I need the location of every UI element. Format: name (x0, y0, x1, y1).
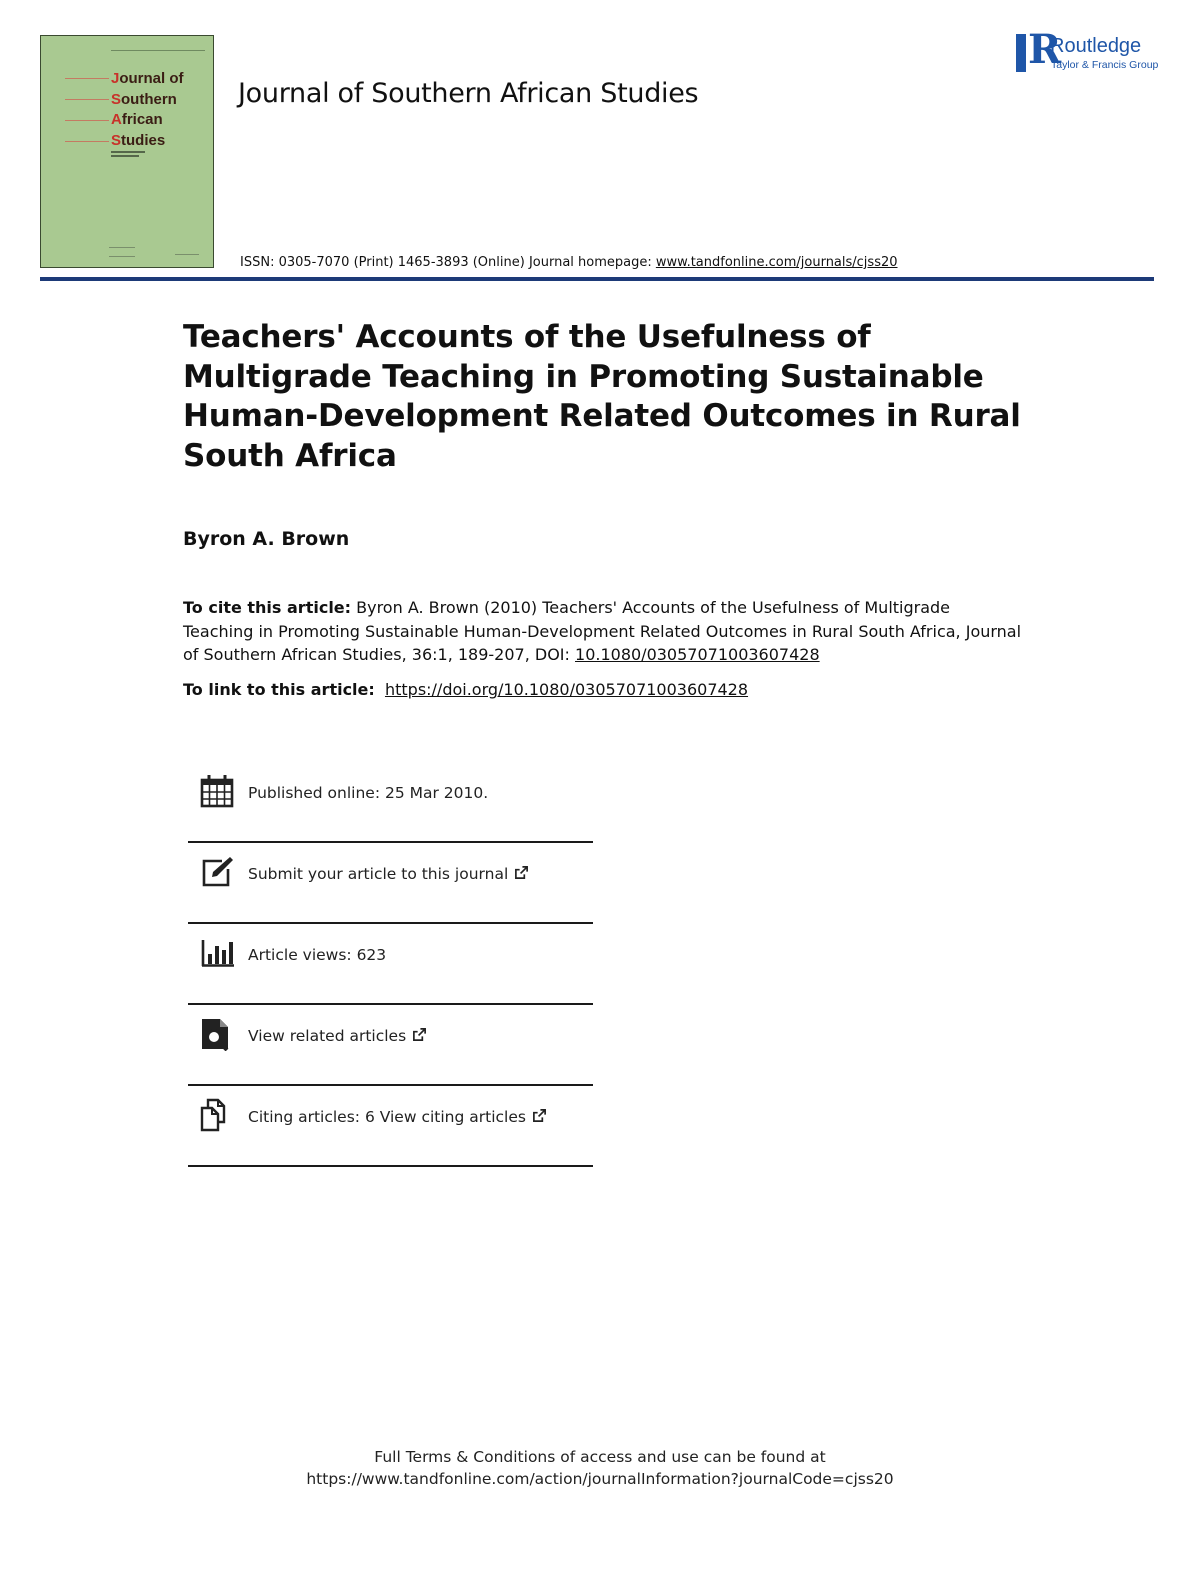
article-title (183, 318, 1043, 476)
cover-editor-line (111, 155, 139, 157)
article-title-line: Teachers' Accounts of the Usefulness of (183, 319, 871, 355)
journal-cover-image (40, 35, 214, 268)
cover-title-line: Studies (111, 131, 166, 149)
terms-footer (0, 1446, 1200, 1490)
article-url-link[interactable]: https://doi.org/10.1080/03057071003607428 (384, 680, 749, 699)
publisher-name: Routledge (1050, 35, 1142, 57)
external-link-icon (412, 1027, 427, 1042)
article-views-row (188, 924, 593, 1005)
citation-block (183, 596, 1023, 667)
issn-line (240, 255, 898, 270)
citing-articles-row[interactable] (188, 1086, 593, 1167)
article-title-line: South Africa (183, 437, 397, 474)
doi-label: DOI: (534, 645, 570, 664)
cover-rule (65, 78, 109, 79)
cover-title-line: Southern (111, 90, 177, 108)
routledge-r-icon: R (1028, 26, 1062, 73)
document-search-icon (200, 1017, 234, 1051)
article-title-line: Multigrade Teaching in Promoting Sustainable (183, 358, 984, 395)
related-articles-link[interactable]: View related articles (248, 1027, 427, 1045)
article-views-text: Article views: 623 (248, 946, 387, 964)
routledge-logo-bar (1016, 34, 1026, 72)
journal-homepage-link[interactable]: www.tandfonline.com/journals/cjss20 (655, 255, 898, 270)
external-link-icon (532, 1108, 547, 1123)
doi-link[interactable]: 10.1080/03057071003607428 (575, 645, 820, 664)
cover-title-line: Journal of (111, 70, 184, 87)
calendar-icon (200, 774, 234, 808)
cover-title (111, 69, 184, 151)
routledge-logo (1016, 26, 1160, 78)
header-rule (40, 277, 1154, 281)
terms-footer-text: Full Terms & Conditions of access and use can be found at (374, 1448, 826, 1466)
edit-icon (200, 855, 234, 889)
publisher-group: Taylor & Francis Group (1051, 59, 1159, 71)
citing-articles-link[interactable]: Citing articles: 6 View citing articles (248, 1108, 547, 1126)
citation-label: To cite this article: (183, 598, 352, 617)
cover-rule (65, 120, 109, 121)
cover-rule (65, 141, 109, 142)
article-link-line (183, 680, 748, 699)
citation-text: Byron A. Brown (2010) Teachers' Accounts of the Usefulness of Multigrade Teaching in Promoting Sustainable Human-Development Related Outcomes in Rural South Africa, Journal of Southern African Studies, 36:1, 189-207, (183, 598, 1022, 664)
cover-rule (65, 99, 109, 100)
external-link-icon (514, 865, 529, 880)
journal-name: Journal of Southern African Studies (238, 78, 699, 109)
article-title-line: Human-Development Related Outcomes in Rural (183, 398, 1021, 434)
submit-article-link[interactable]: Submit your article to this journal (248, 865, 529, 883)
cover-publisher-mark (109, 247, 135, 257)
published-online-text: Published online: 25 Mar 2010. (248, 784, 489, 802)
article-info-list (188, 762, 593, 1167)
bar-chart-icon (200, 936, 234, 970)
submit-article-row[interactable] (188, 843, 593, 924)
cover-editor-line (111, 151, 145, 153)
cover-editor-note (111, 151, 145, 159)
cover-title-line: African (111, 111, 163, 128)
terms-footer-url[interactable]: https://www.tandfonline.com/action/journalInformation?journalCode=cjss20 (306, 1470, 894, 1488)
published-online-row (188, 762, 593, 843)
cover-foot-rule (175, 254, 199, 255)
cover-top-rule (111, 50, 205, 54)
issn-text: ISSN: 0305-7070 (Print) 1465-3893 (Online) Journal homepage: (240, 255, 656, 270)
link-label: To link to this article: (183, 680, 375, 699)
article-author: Byron A. Brown (183, 528, 350, 550)
copy-documents-icon (200, 1098, 234, 1132)
related-articles-row[interactable] (188, 1005, 593, 1086)
